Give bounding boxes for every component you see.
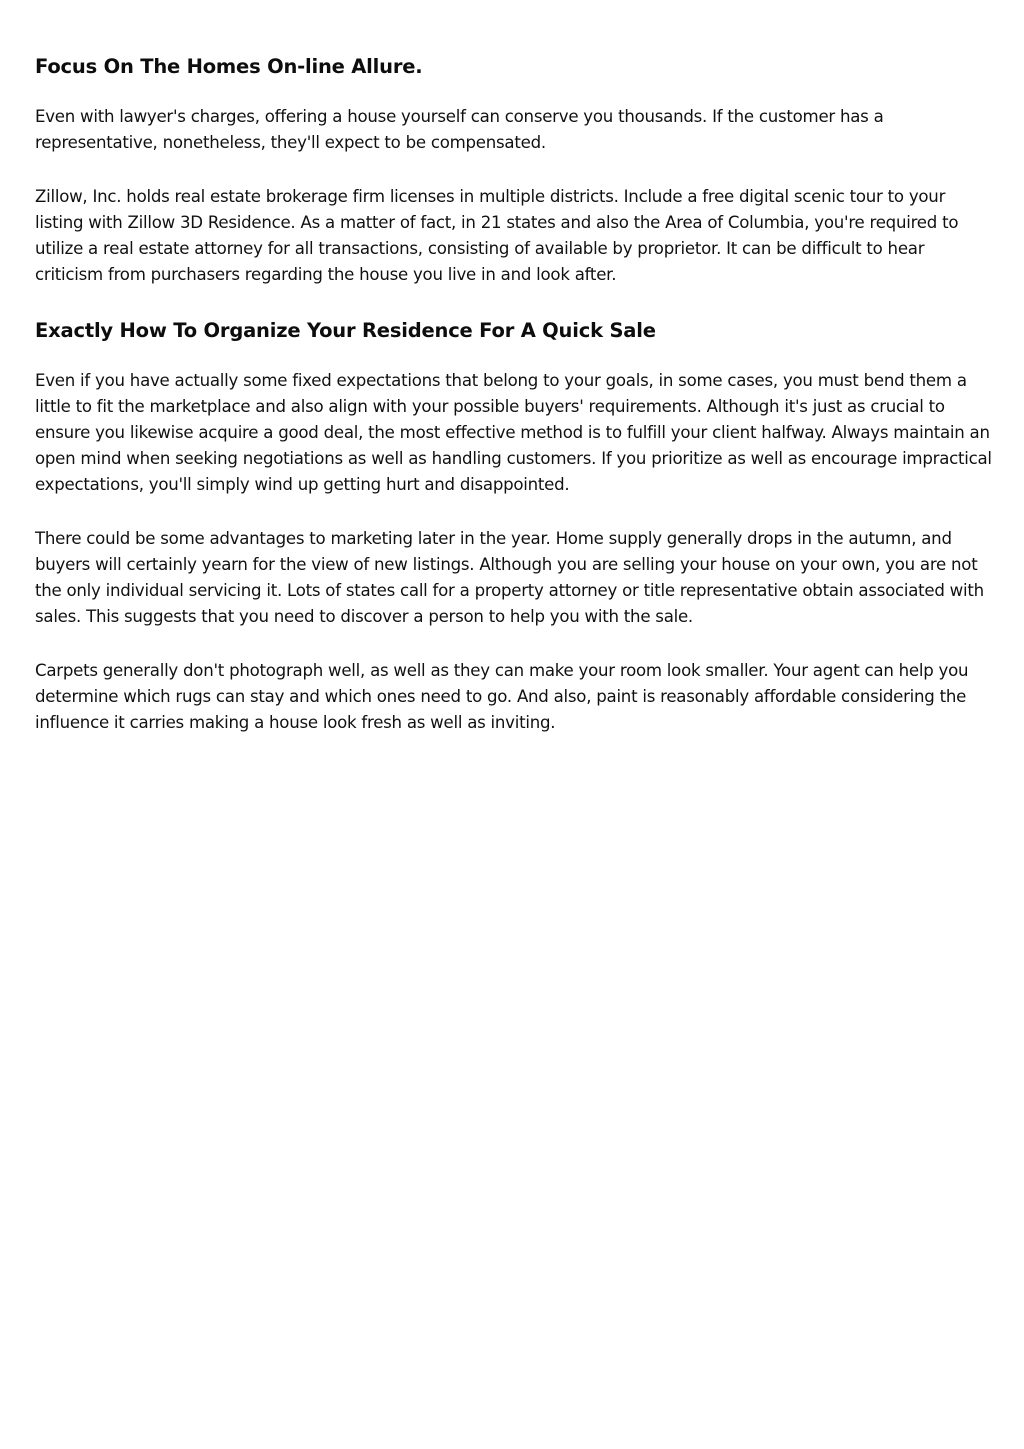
document-page [35, 52, 993, 764]
paragraph: Even if you have actually some fixed expectations that belong to your goals, in some cases, you must bend them a little to fit the marketplace and also align with your possible buyers' requirements. Although it's just as crucial to ensure you likewise acquire a good deal, the most effective method is to fulfill your client halfway. Always maintain an open mind when seeking negotiations as well as handling customers. If you prioritize as well as encourage impractical expectations, you'll simply wind up getting hurt and disappointed. [35, 371, 992, 494]
paragraph: Zillow, Inc. holds real estate brokerage firm licenses in multiple districts. Include a free digital scenic tour to your listing with Zillow 3D Residence. As a matter of fact, in 21 states and also the Area of Columbia, you're required to utilize a real estate attorney for all transactions, consisting of available by proprietor. It can be difficult to hear criticism from purchasers regarding the house you live in and look after. [35, 187, 959, 284]
paragraph: There could be some advantages to marketing later in the year. Home supply generally drops in the autumn, and buyers will certainly yearn for the view of new listings. Although you are selling your house on your own, you are not the only individual servicing it. Lots of states call for a property attorney or title representative obtain associated with sales. This suggests that you need to discover a person to help you with the sale. [35, 529, 984, 626]
paragraph: Carpets generally don't photograph well, as well as they can make your room look smaller. Your agent can help you determine which rugs can stay and which ones need to go. And also, paint is reasonably affordable considering the influence it carries making a house look fresh as well as inviting. [35, 661, 969, 732]
section-quick-sale [35, 316, 993, 736]
section-heading: Exactly How To Organize Your Residence For A Quick Sale [35, 319, 656, 342]
section-heading: Focus On The Homes On-line Allure. [35, 55, 423, 78]
section-online-allure [35, 52, 993, 288]
paragraph: Even with lawyer's charges, offering a house yourself can conserve you thousands. If the customer has a representative, nonetheless, they'll expect to be compensated. [35, 107, 884, 152]
